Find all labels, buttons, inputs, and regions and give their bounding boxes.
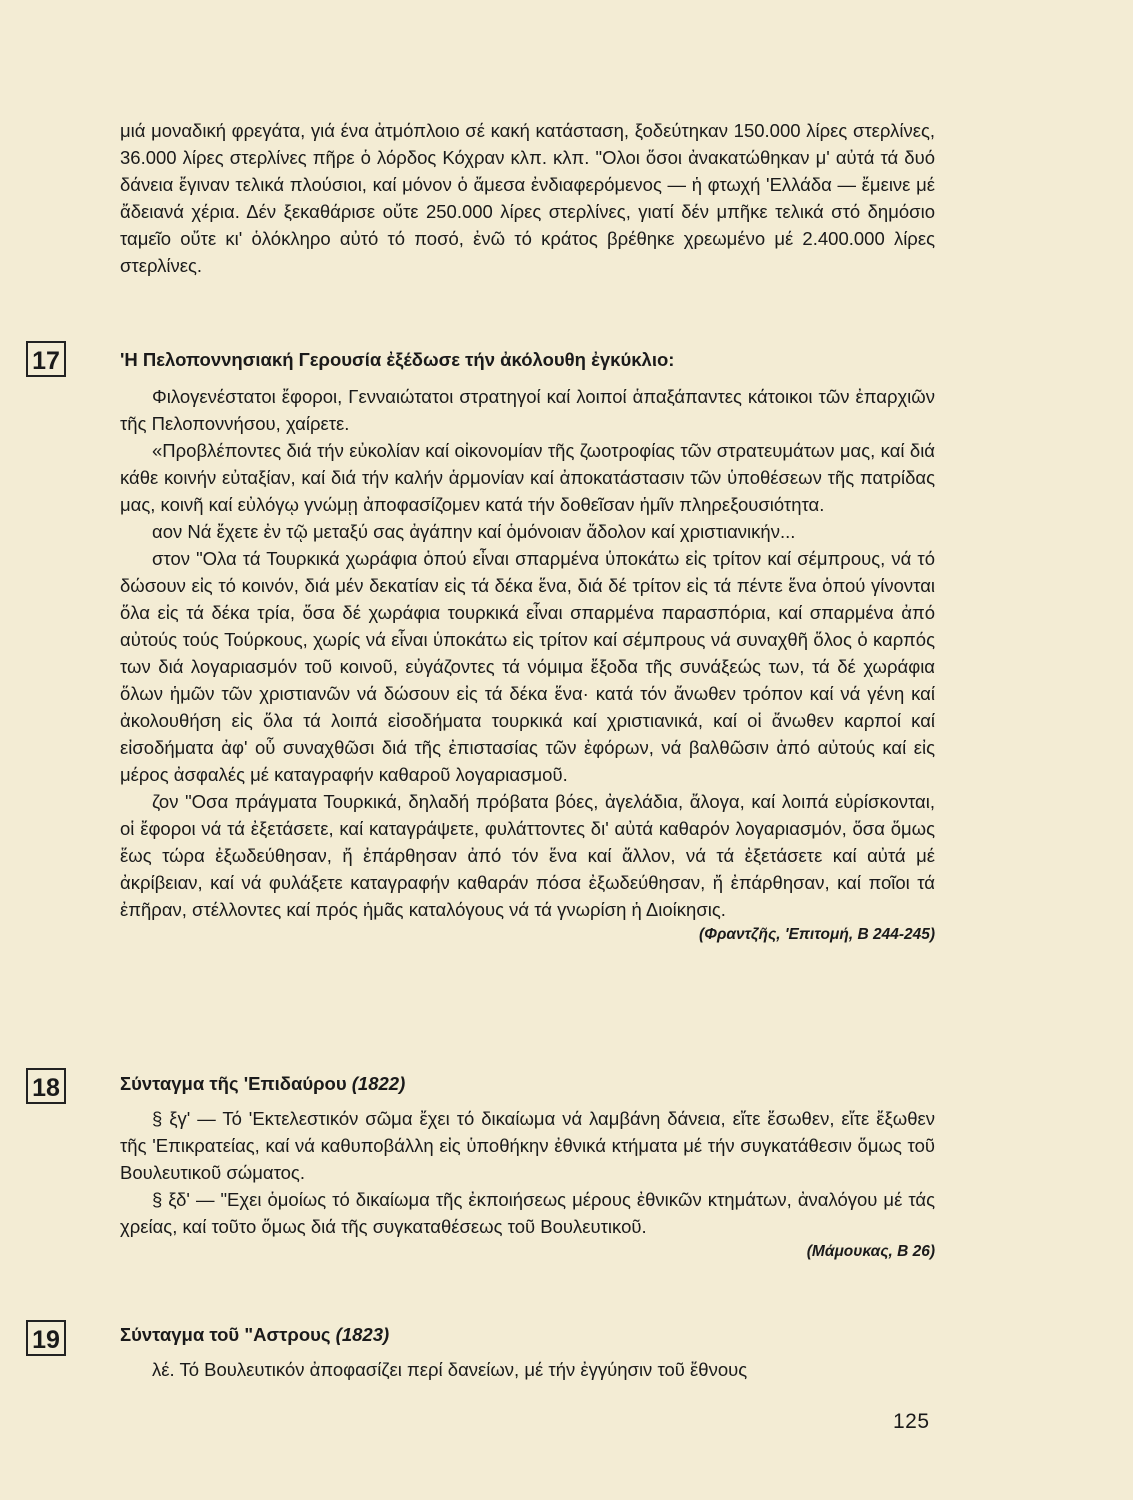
section-19-year: (1823)	[335, 1324, 390, 1345]
section-18-year: (1822)	[351, 1073, 406, 1094]
section-19	[120, 1321, 935, 1383]
section-17-title: 'Η Πελοποννησιακή Γερουσία ἐξέδωσε τήν ἀκόλουθη ἐγκύκλιο:	[120, 349, 675, 370]
intro-paragraph: μιά μοναδική φρεγάτα, γιά ένα ἀτμόπλοιο σέ κακή κατάσταση, ξοδεύτηκαν 150.000 λίρες στερλίνες, 36.000 λίρες στερλίνες πῆρε ὁ λόρδος Κόχραν κλπ. κλπ. "Ολοι ὅσοι ἀνακατώθηκαν μ' αὐτά τά δυό δάνεια ἔγιναν τελικά πλούσιοι, καί μόνον ὁ ἄμεσα ἐνδιαφερόμενος — ἡ φτωχή 'Ελλάδα — ἔμεινε μέ ἄδειανά χέρια. Δέν ξεκαθάρισε οὔτε 250.000 λίρες στερλίνες, γιατί δέν μπῆκε τελικά στό δημόσιο ταμεῖο οὔτε κι' ὁλόκληρο αὐτό τό ποσό, ἐνῶ τό κράτος βρέθηκε χρεωμένο μέ 2.400.000 λίρες στερλίνες.	[120, 120, 935, 276]
section-18-paragraph: § ξδ' — "Εχει ὁμοίως τό δικαίωμα τῆς ἐκποιήσεως μέρους ἐθνικῶν κτημάτων, ἀναλόγου μέ τάς χρείας, καί τοῦτο ὅμως διά τῆς συγκαταθέσεως τοῦ Βουλευτικοῦ.	[120, 1189, 935, 1237]
intro-block	[120, 117, 935, 279]
section-17-paragraph: Φιλογενέστατοι ἔφοροι, Γενναιώτατοι στρατηγοί καί λοιποί ἁπαξάπαντες κάτοικοι τῶν ἐπαρχιῶν τῆς Πελοποννήσου, χαίρετε.	[120, 386, 935, 434]
section-18	[120, 1070, 935, 1264]
section-17-source: (Φραντζῆς, 'Επιτομή, Β 244-245)	[699, 926, 935, 943]
page-number: 125	[893, 1410, 930, 1433]
section-marker-19: 19	[26, 1320, 66, 1356]
section-marker-18: 18	[26, 1068, 66, 1104]
section-17	[120, 346, 935, 947]
section-17-paragraph: στον "Ολα τά Τουρκικά χωράφια ὁπού εἶναι σπαρμένα ὑποκάτω εἰς τρίτον καί σέμπρους, νά τό δώσουν εἰς τό κοινόν, διά μέν δεκατίαν εἰς τά δέκα ἕνα, διά δέ τρίτον εἰς τά πέντε ἕνα ὁπού γίνονται ὅλα εἰς τά δέκα τρία, ὅσα δέ χωράφια τουρκικά εἶναι σπαρμένα παρασπόρια, καί σπαρμένα ἀπό αὐτούς τούς Τούρκους, χωρίς νά εἶναι ὑποκάτω εἰς τρίτον καί σέμπρους νά συναχθῆ ὅλος ὁ καρπός των διά λογαριασμόν τοῦ κοινοῦ, εὐγάζοντες τά νόμιμα ἔξοδα τῆς συνάξεώς των, τά δέ χωράφια ὅλων ἡμῶν τῶν χριστιανῶν νά δώσουν εἰς τά δέκα ἕνα· κατά τόν ἄνωθεν τρόπον καί νά γένη καί ἀκολουθήση εἰς ὅλα τά λοιπά εἰσοδήματα τουρκικά καί χριστιανικά, καί οἱ ἄνωθεν καρποί καί εἰσοδήματα ἀφ' οὗ συναχθῶσι διά τῆς ἐπιστασίας τῶν ἐφόρων, νά βαλθῶσιν ἀπό αὐτούς καί εἰς μέρος ἀσφαλές μέ καταγραφήν καθαροῦ λογαριασμοῦ.	[120, 548, 935, 785]
section-18-title	[120, 1070, 935, 1097]
section-19-title	[120, 1321, 935, 1348]
section-18-source: (Μάμουκας, Β 26)	[806, 1243, 935, 1260]
section-17-paragraph: «Προβλέποντες διά τήν εὐκολίαν καί οἰκονομίαν τῆς ζωοτροφίας τῶν στρατευμάτων μας, καί διά κάθε κοινήν εὐταξίαν, καί διά τήν καλήν ἁρμονίαν καί ἀποκατάστασιν τῶν ὑποθέσεων τῆς πατρίδας μας, κοινῆ καί εὐλόγῳ γνώμῃ ἀποφασίζομεν κατά τήν δοθεῖσαν ἡμῖν πληρεξουσιότητα.	[120, 440, 935, 515]
section-19-paragraph: λέ. Τό Βουλευτικόν ἀποφασίζει περί δανείων, μέ τήν ἐγγύησιν τοῦ ἔθνους	[152, 1359, 748, 1380]
section-19-title-text: Σύνταγμα τοῦ "Αστρους	[120, 1324, 331, 1345]
section-17-paragraph: αον Νά ἔχετε ἐν τῷ μεταξύ σας ἀγάπην καί ὁμόνοιαν ἄδολον καί χριστιανικήν...	[152, 521, 796, 542]
section-18-title-text: Σύνταγμα τῆς 'Επιδαύρου	[120, 1073, 347, 1094]
section-17-paragraph: ζον "Οσα πράγματα Τουρκικά, δηλαδή πρόβατα βόες, ἀγελάδια, ἄλογα, καί λοιπά εὑρίσκονται, οἱ ἔφοροι νά τά ἐξετάσετε, καί καταγράψετε, φυλάττοντες δι' αὐτά καθαρόν λογαριασμόν, ὅσα ὅμως ἕως τώρα ἐξωδεύθησαν, ἤ ἐπάρθησαν ἀπό τόν ἕνα καί ἄλλον, νά τά ἐξετάσετε καί αὐτά μέ ἀκρίβειαν, καί νά φυλάξετε καταγραφήν καθαράν πόσα ἐξωδεύθησαν, ἤ ἐπάρθησαν, καί ποῖοι τά ἐπῆραν, στέλλοντες καί πρός ἡμᾶς καταλόγους νά τά γνωρίση ἡ Διοίκησις.	[120, 791, 935, 920]
section-marker-17: 17	[26, 341, 66, 377]
section-18-paragraph: § ξγ' — Τό 'Εκτελεστικόν σῶμα ἔχει τό δικαίωμα νά λαμβάνη δάνεια, εἴτε ἔσωθεν, εἴτε ἔξωθεν τῆς 'Επικρατείας, καί νά καθυποβάλλη εἰς ὑποθήκην ἐθνικά κτήματα μέ τήν συγκατάθεσιν ὅμως τοῦ Βουλευτικοῦ σώματος.	[120, 1108, 935, 1183]
